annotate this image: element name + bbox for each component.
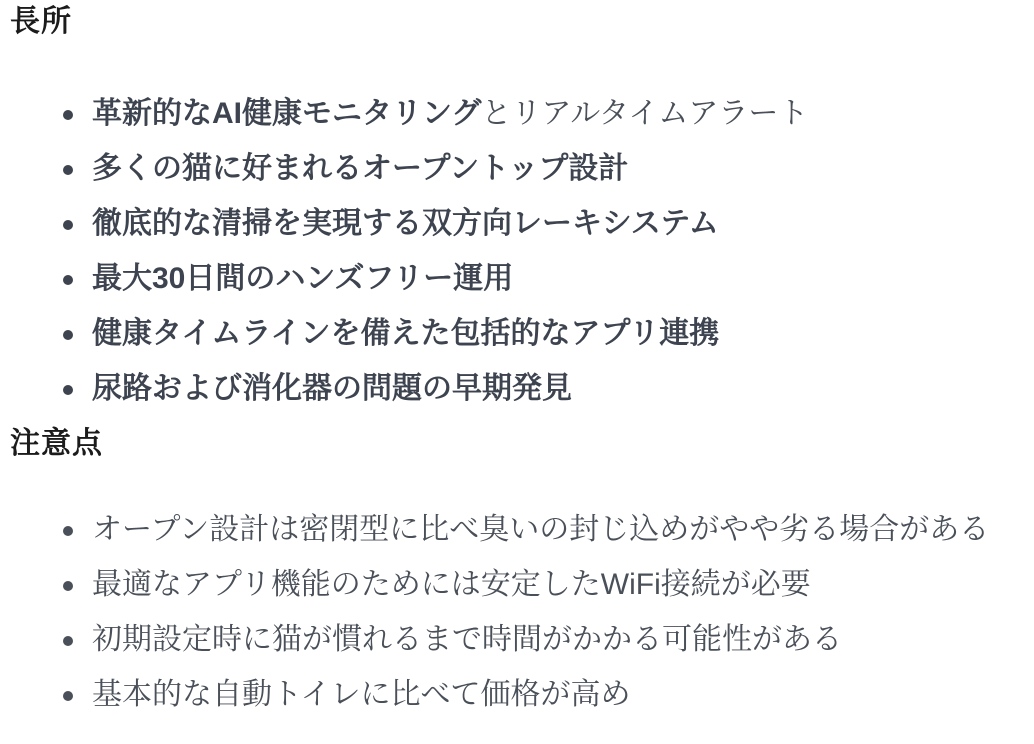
pro-bold-text: 多くの猫に好まれるオープントップ設計 bbox=[92, 152, 629, 185]
bullet-icon bbox=[63, 275, 73, 285]
pro-bold-text: 最大30日間のハンズフリー運用 bbox=[92, 262, 514, 295]
list-item bbox=[10, 675, 1020, 715]
pros-list bbox=[10, 94, 1020, 409]
list-item bbox=[10, 259, 1020, 299]
cons-list bbox=[10, 510, 1020, 715]
bullet-icon bbox=[63, 526, 73, 536]
list-item bbox=[10, 369, 1020, 409]
list-item bbox=[10, 565, 1020, 605]
pros-heading: 長所 bbox=[10, 5, 72, 38]
bullet-icon bbox=[63, 165, 73, 175]
bullet-icon bbox=[63, 581, 73, 591]
list-item bbox=[10, 94, 1020, 134]
bullet-icon bbox=[63, 110, 73, 120]
list-item bbox=[10, 620, 1020, 660]
con-regular-text: オープン設計は密閉型に比べ臭いの封じ込めがやや劣る場合がある bbox=[92, 513, 990, 546]
con-regular-text: 基本的な自動トイレに比べて価格が高め bbox=[92, 678, 631, 711]
cons-heading: 注意点 bbox=[10, 427, 103, 460]
con-regular-text: 最適なアプリ機能のためには安定したWiFi接続が必要 bbox=[92, 568, 811, 601]
bullet-icon bbox=[63, 636, 73, 646]
bullet-icon bbox=[63, 220, 73, 230]
bullet-icon bbox=[63, 330, 73, 340]
bullet-icon bbox=[63, 385, 73, 395]
con-regular-text: 初期設定時に猫が慣れるまで時間がかかる可能性がある bbox=[92, 623, 842, 656]
list-item bbox=[10, 204, 1020, 244]
list-item bbox=[10, 149, 1020, 189]
list-item bbox=[10, 314, 1020, 354]
pro-bold-text: 徹底的な清掃を実現する双方向レーキシステム bbox=[92, 207, 719, 240]
pro-regular-text: とリアルタイムアラート bbox=[481, 97, 809, 130]
list-item bbox=[10, 510, 1020, 550]
pro-bold-text: 革新的なAI健康モニタリング bbox=[92, 97, 482, 130]
pro-bold-text: 尿路および消化器の問題の早期発見 bbox=[92, 372, 572, 405]
pro-bold-text: 健康タイムラインを備えた包括的なアプリ連携 bbox=[92, 317, 720, 350]
bullet-icon bbox=[63, 691, 73, 701]
